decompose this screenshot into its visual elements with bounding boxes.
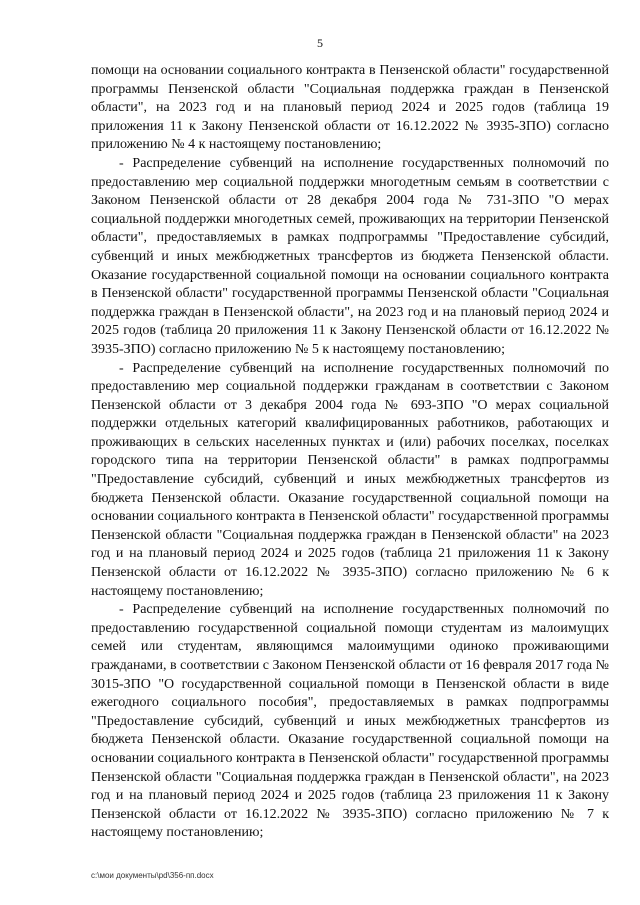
page-number: 5 <box>317 36 323 50</box>
file-path-footer: c:\мои документы\pd\356-пп.docx <box>91 871 214 880</box>
paragraph-item-appendix-6: - Распределение субвенций на исполнение государственных полномочий по предоставлению мер социальной поддержки гражданам в соответствии с Законом Пензенской области от 3 декабря 2004 года № 693-ЗПО "О мерах социальной поддержки отдельных категорий квалифицированных работников, работающих и проживающих в сельских населенных пунктах и (или) рабочих поселках, поселках городского типа на территории Пензенской области" в рамках подпрограммы "Предоставление субсидий, субвенций и иных межбюджетных трансфертов из бюджета Пензенской области. Оказание государственной социальной помощи на основании социального контракта в Пензенской области" государственной программы Пензенской области "Социальная поддержка граждан в Пензенской области" на 2023 год и на плановый период 2024 и 2025 годов (таблица 21 приложения 11 к Закону Пензенской области от 16.12.2022 № 3935-ЗПО) согласно приложению № 6 к настоящему постановлению; <box>91 360 609 599</box>
paragraph-item-appendix-5: - Распределение субвенций на исполнение государственных полномочий по предоставлению мер социальной поддержки многодетным семьям в соответствии с Законом Пензенской области от 28 декабря 2004 года № 731-ЗПО "О мерах социальной поддержки многодетных семей, проживающих на территории Пензенской области", предоставляемых в рамках подпрограммы "Предоставление субсидий, субвенций и иных межбюджетных трансфертов из бюджета Пензенской области. Оказание государственной социальной помощи на основании социального контракта в Пензенской области" государственной программы Пензенской области "Социальная поддержка граждан в Пензенской области", на 2023 год и на плановый период 2024 и 2025 годов (таблица 20 приложения 11 к Закону Пензенской области от 16.12.2022 № 3935-ЗПО) согласно приложению № 5 к настоящему постановлению; <box>91 155 609 357</box>
document-body <box>91 62 609 843</box>
paragraph-continuation: помощи на основании социального контракта в Пензенской области" государственной программы Пензенской области "Социальная поддержка граждан в Пензенской области", на 2023 год и на плановый период 2024 и 2025 годов (таблица 19 приложения 11 к Закону Пензенской области от 16.12.2022 № 3935-ЗПО) согласно приложению № 4 к настоящему постановлению; <box>91 63 609 153</box>
paragraph-item-appendix-7: - Распределение субвенций на исполнение государственных полномочий по предоставлению государственной социальной помощи студентам из малоимущих семей или студентам, являющимся малоимущими одиноко проживающими гражданами, в соответствии с Законом Пензенской области от 16 февраля 2017 года № 3015-ЗПО "О государственной социальной помощи в Пензенской области в виде ежегодного социального пособия", предоставляемых в рамках подпрограммы "Предоставление субсидий, субвенций и иных межбюджетных трансфертов из бюджета Пензенской области. Оказание государственной социальной помощи на основании социального контракта в Пензенской области" государственной программы Пензенской области "Социальная поддержка граждан в Пензенской области", на 2023 год и на плановый период 2024 и 2025 годов (таблица 23 приложения 11 к Закону Пензенской области от 16.12.2022 № 3935-ЗПО) согласно приложению № 7 к настоящему постановлению; <box>91 602 609 841</box>
